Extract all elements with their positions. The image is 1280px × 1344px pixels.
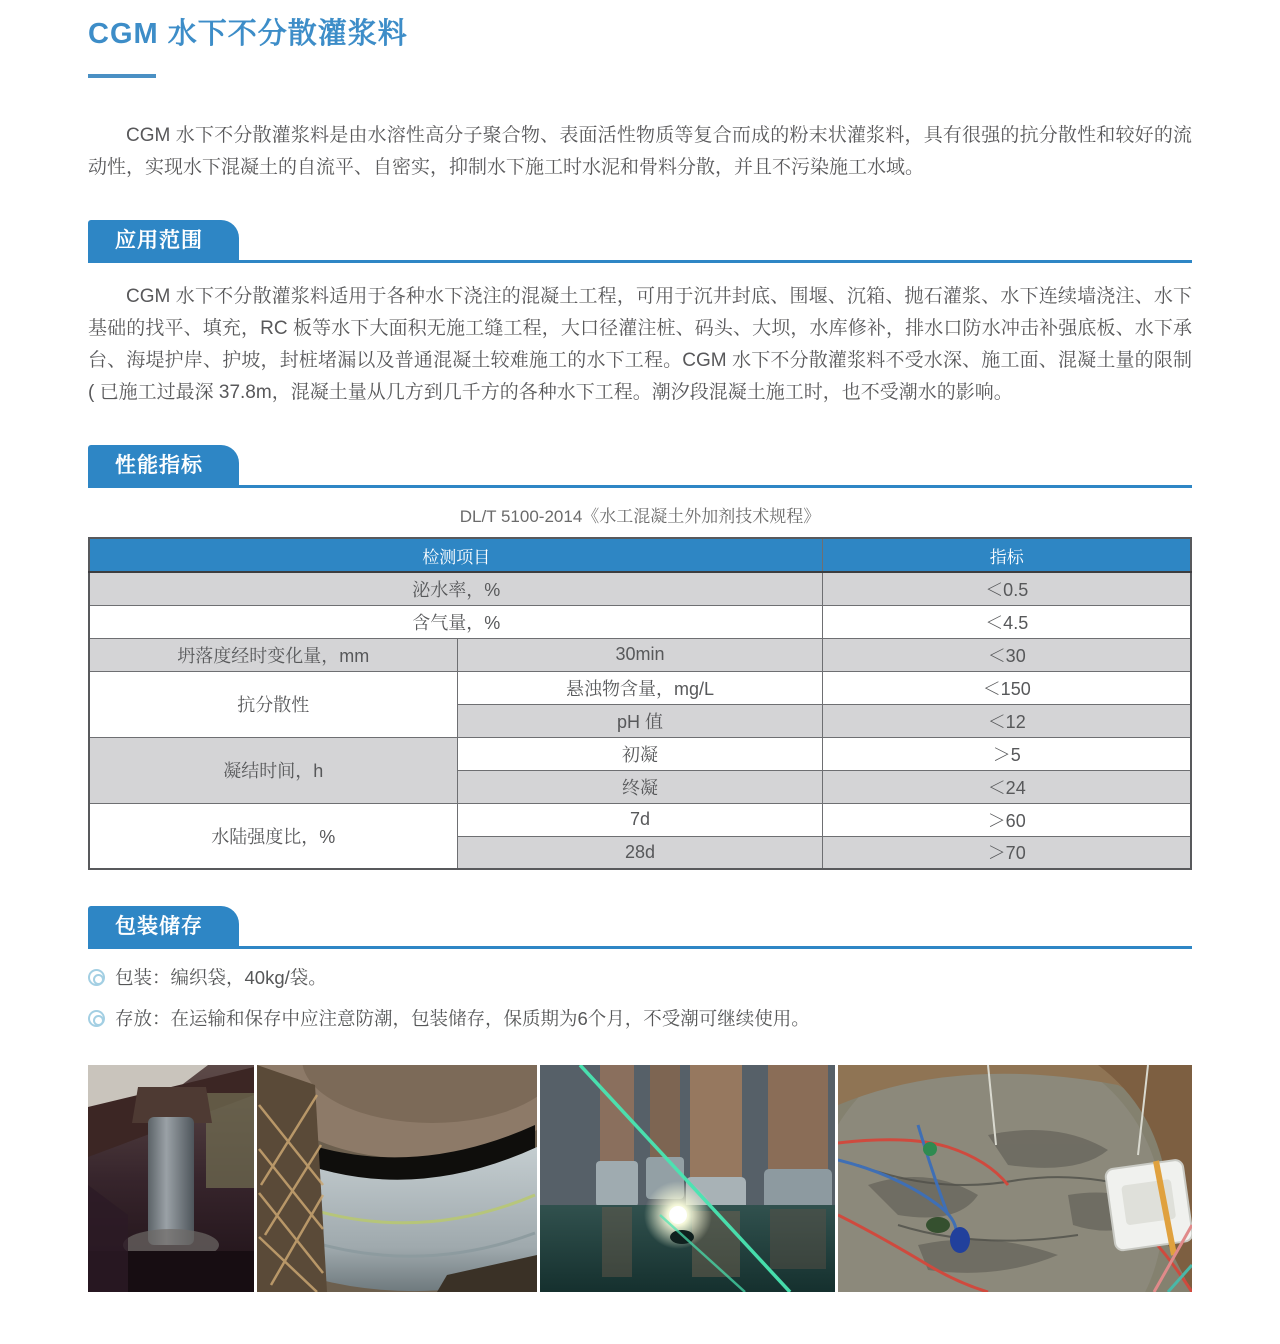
perf-table-body	[89, 572, 1191, 869]
table-header-row	[89, 538, 1191, 572]
section-header-storage	[88, 906, 1192, 949]
table-cell: 悬浊物含量，mg/L	[457, 671, 823, 704]
table-cell: 泌水率，%	[89, 572, 823, 605]
construction-photo-strip	[88, 1065, 1192, 1292]
table-cell: 7d	[457, 803, 823, 836]
table-cell: ＞5	[823, 737, 1191, 770]
table-row	[89, 638, 1191, 671]
table-cell: 28d	[457, 836, 823, 869]
table-row	[89, 671, 1191, 704]
table-cell: 凝结时间，h	[89, 737, 457, 803]
intro-paragraph: CGM 水下不分散灌浆料是由水溶性高分子聚合物、表面活性物质等复合而成的粉末状灌浆料，具有很强的抗分散性和较好的流动性，实现水下混凝土的自流平、自密实，抑制水下施工时水泥和骨料分散，并且不污染施工水域。	[88, 125, 1192, 178]
double-circle-bullet-icon	[88, 969, 105, 986]
section-header-application	[88, 220, 1192, 263]
table-row	[89, 737, 1191, 770]
table-row	[89, 605, 1191, 638]
table-cell: pH 值	[457, 704, 823, 737]
table-caption: DL/T 5100-2014《水工混凝土外加剂技术规程》	[459, 507, 821, 526]
storage-bullet-keeping	[88, 1005, 1192, 1031]
table-cell: ＜4.5	[823, 605, 1191, 638]
table-cell: 水陆强度比，%	[89, 803, 457, 869]
table-cell: ＜0.5	[823, 572, 1191, 605]
table-header-cell-item: 检测项目	[89, 538, 823, 572]
construction-photo-3-night-piers-laser	[540, 1065, 835, 1292]
application-paragraph: CGM 水下不分散灌浆料适用于各种水下浇注的混凝土工程，可用于沉井封底、围堰、沉箱、抛石灌浆、水下连续墙浇注、水下基础的找平、填充，RC 板等水下大面积无施工缝工程，大口径灌注桩、码头、大坝，水库修补，排水口防水冲击补强底板、水下承台、海堤护岸、护坡，封桩堵漏以及普通混凝土较难施工的水下工程。CGM 水下不分散灌浆料不受水深、施工面、混凝土量的限制 ( 已施工过最深 37.8m，混凝土量从几方到几千方的各种水下工程。潮汐段混凝土施工时，也不受潮水的影响。	[88, 286, 1192, 403]
storage-bullet-text: 存放：在运输和保存中应注意防潮，包装储存，保质期为6个月，不受潮可继续使用。	[115, 1008, 810, 1029]
table-cell: 含气量，%	[89, 605, 823, 638]
table-cell: ＞70	[823, 836, 1191, 869]
page-title: CGM 水下不分散灌浆料	[88, 18, 408, 50]
section-badge-storage: 包装储存	[88, 906, 239, 946]
section-header-performance	[88, 445, 1192, 488]
construction-photo-4-cofferdam-pit	[838, 1065, 1192, 1292]
double-circle-bullet-icon	[88, 1010, 105, 1027]
table-cell: 坍落度经时变化量，mm	[89, 638, 457, 671]
table-header-cell-spec: 指标	[823, 538, 1191, 572]
construction-photo-1-underwater-pier-casing	[88, 1065, 254, 1292]
table-cell: ＜24	[823, 770, 1191, 803]
storage-bullet-packaging	[88, 964, 1192, 990]
table-cell: 初凝	[457, 737, 823, 770]
section-badge-application: 应用范围	[88, 220, 239, 260]
section-badge-performance: 性能指标	[88, 445, 239, 485]
table-row	[89, 803, 1191, 836]
table-cell: ＞60	[823, 803, 1191, 836]
table-cell: ＜12	[823, 704, 1191, 737]
table-cell: 30min	[457, 638, 823, 671]
table-cell: 抗分散性	[89, 671, 457, 737]
performance-table	[88, 537, 1192, 870]
table-cell: ＜150	[823, 671, 1191, 704]
storage-bullet-text: 包装：编织袋，40kg/袋。	[115, 967, 327, 988]
table-row	[89, 572, 1191, 605]
table-cell: 终凝	[457, 770, 823, 803]
title-underline	[88, 74, 156, 78]
table-cell: ＜30	[823, 638, 1191, 671]
construction-photo-2-pile-jacket-repair	[257, 1065, 537, 1292]
